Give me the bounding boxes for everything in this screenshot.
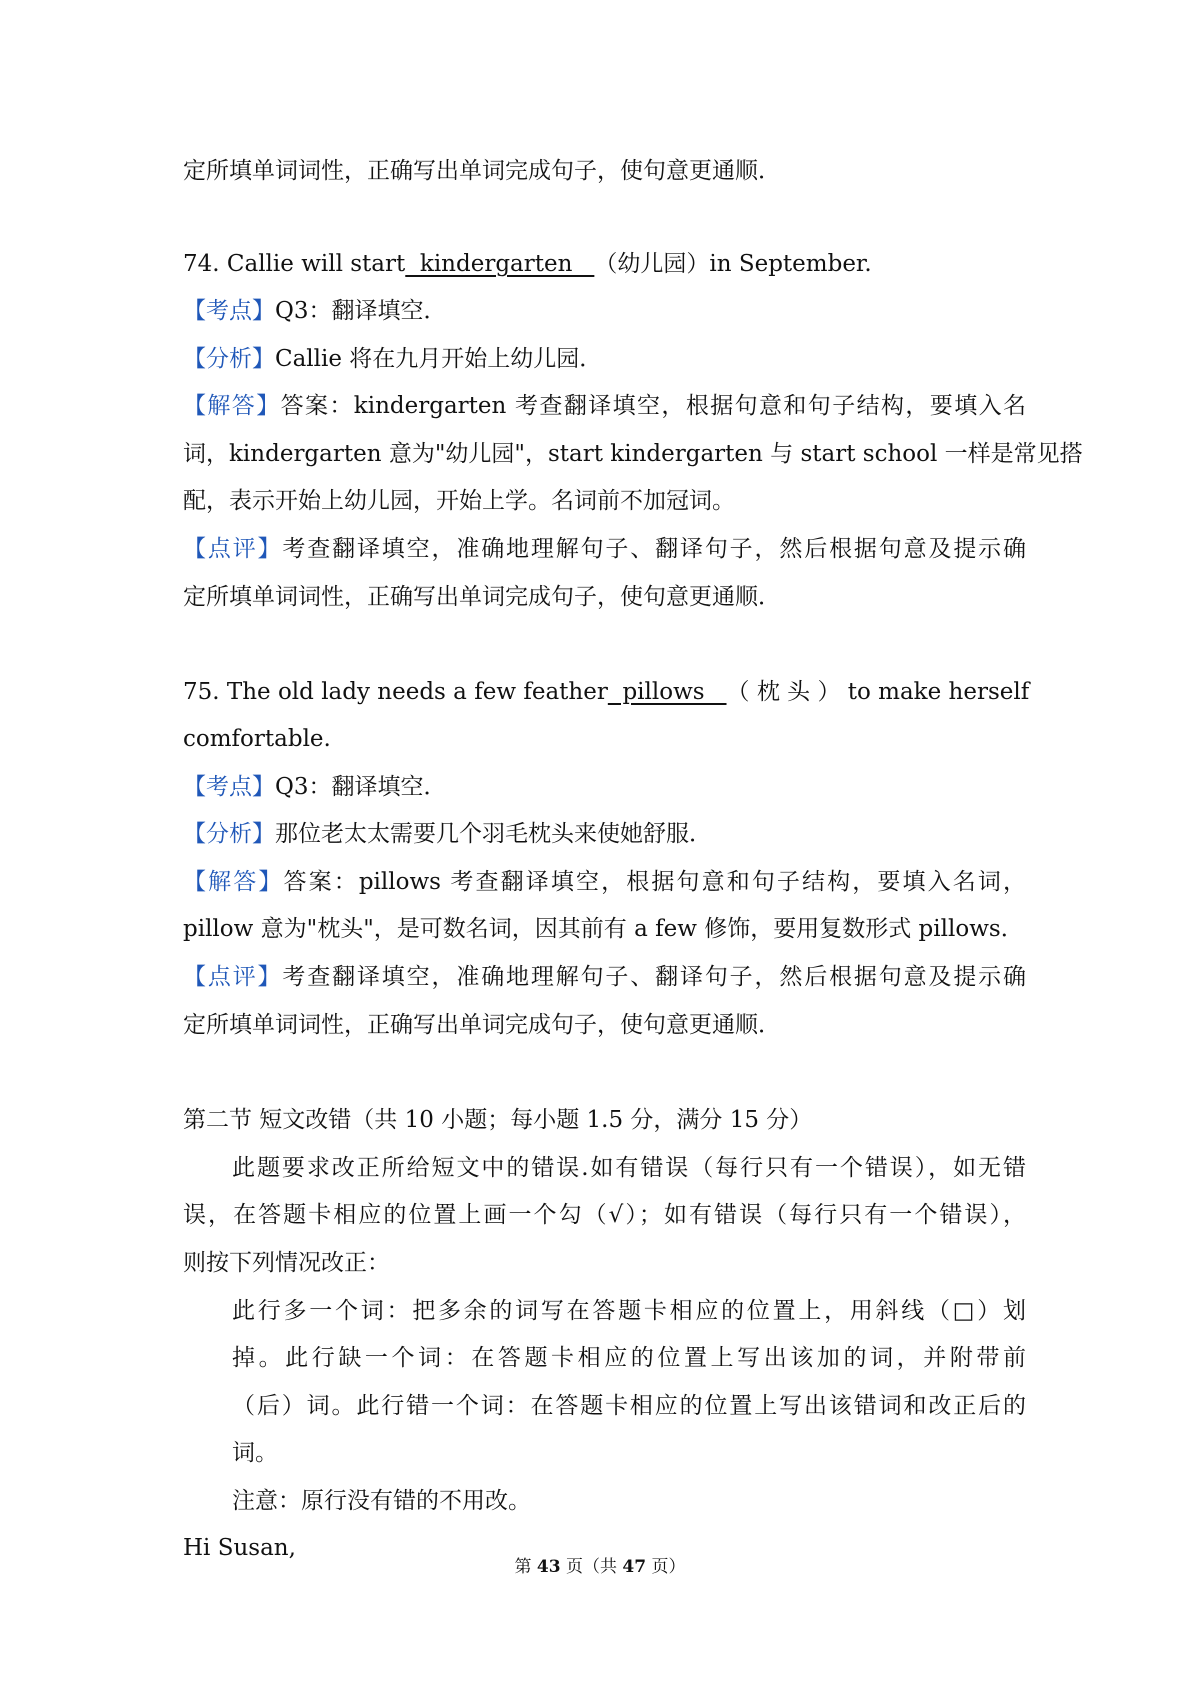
q74-jieda-line-2: 词，kindergarten 意为"幼儿园"，start kindergarten 与 start school 一样是常见搭 — [183, 441, 1083, 467]
jieda-tag: 【解答】 — [183, 393, 281, 419]
section2-rule-line-2: 掉。此行缺一个词：在答题卡相应的位置上写出该加的词，并附带前 — [232, 1345, 1026, 1371]
page-footer — [0, 1556, 1200, 1578]
q74-jieda-line-1 — [183, 391, 1026, 421]
q74-suffix: （幼儿园）in September. — [594, 251, 872, 277]
footer-middle: 页（共 — [560, 1557, 623, 1577]
section2-intro-line-3: 则按下列情况改正： — [183, 1250, 390, 1276]
q74-kaodian — [183, 296, 1026, 326]
kaodian-text: Q3：翻译填空． — [275, 298, 447, 324]
section2-intro-line-1: 此题要求改正所给短文中的错误.如有错误（每行只有一个错误），如无错 — [232, 1155, 1026, 1181]
dianping-tag: 【点评】 — [183, 964, 283, 990]
q74-fenxi — [183, 344, 1026, 374]
section2-heading: 第二节 短文改错（共 10 小题；每小题 1.5 分，满分 15 分） — [183, 1107, 813, 1133]
footer-page-total: 47 — [622, 1557, 647, 1577]
q74-question — [183, 249, 1026, 279]
footer-suffix: 页） — [646, 1557, 686, 1577]
q75-prefix: 75. The old lady needs a few feather — [183, 679, 608, 705]
jieda-tag: 【解答】 — [183, 869, 284, 895]
q74-dianping-line-1 — [183, 534, 1026, 564]
kaodian-text: Q3：翻译填空． — [275, 774, 447, 800]
section2-rule-line-4: 词。 — [232, 1440, 278, 1466]
fenxi-tag: 【分析】 — [183, 821, 275, 847]
fenxi-text: 那位老太太需要几个羽毛枕头来使她舒服． — [275, 821, 712, 847]
fenxi-text: Callie 将在九月开始上幼儿园． — [275, 346, 603, 372]
q75-question-line-1 — [183, 677, 1030, 707]
q75-kaodian — [183, 772, 1026, 802]
dianping-text: 考查翻译填空，准确地理解句子、翻译句子，然后根据句意及提示确 — [282, 536, 1027, 562]
q75-answer-blank: pillows — [607, 679, 727, 705]
section2-rule-line-1: 此行多一个词：把多余的词写在答题卡相应的位置上，用斜线（□）划 — [232, 1298, 1026, 1324]
q75-dianping-line-2: 定所填单词词性，正确写出单词完成句子，使句意更通顺． — [183, 1012, 781, 1038]
q74-jieda-line-3: 配，表示开始上幼儿园，开始上学。名词前不加冠词。 — [183, 488, 735, 514]
top-continuation-line: 定所填单词词性，正确写出单词完成句子，使句意更通顺． — [183, 158, 781, 184]
q74-dianping-line-2: 定所填单词词性，正确写出单词完成句子，使句意更通顺． — [183, 584, 781, 610]
q75-jieda-line-2: pillow 意为"枕头"，是可数名词，因其前有 a few 修饰，要用复数形式 pillows． — [183, 916, 1024, 942]
jieda-text: 答案：kindergarten 考查翻译填空，根据句意和句子结构，要填入名 — [280, 393, 1026, 419]
q74-prefix: 74. Callie will start — [183, 251, 406, 277]
dianping-tag: 【点评】 — [183, 536, 283, 562]
section2-rule-line-3: （后）词。此行错一个词：在答题卡相应的位置上写出该错词和改正后的 — [232, 1393, 1026, 1419]
footer-prefix: 第 — [514, 1557, 537, 1577]
section2-intro-line-2: 误，在答题卡相应的位置上画一个勾（√）；如有错误（每行只有一个错误）， — [183, 1202, 1026, 1228]
dianping-text: 考查翻译填空，准确地理解句子、翻译句子，然后根据句意及提示确 — [282, 964, 1027, 990]
fenxi-tag: 【分析】 — [183, 346, 275, 372]
q75-suffix: （ 枕 头 ） to make herself — [726, 679, 1030, 705]
q75-question-line-2: comfortable. — [183, 726, 331, 752]
section2-note: 注意：原行没有错的不用改。 — [232, 1488, 531, 1514]
kaodian-tag: 【考点】 — [183, 774, 275, 800]
jieda-text: 答案：pillows 考查翻译填空，根据句意和句子结构，要填入名词， — [283, 869, 1026, 895]
letter-greeting: Hi Susan, — [183, 1535, 296, 1561]
footer-page-number: 43 — [536, 1557, 561, 1577]
kaodian-tag: 【考点】 — [183, 298, 275, 324]
q75-jieda-line-1 — [183, 867, 1026, 897]
q74-answer-blank: kindergarten — [405, 251, 595, 277]
q75-fenxi — [183, 819, 1026, 849]
q75-dianping-line-1 — [183, 962, 1026, 992]
